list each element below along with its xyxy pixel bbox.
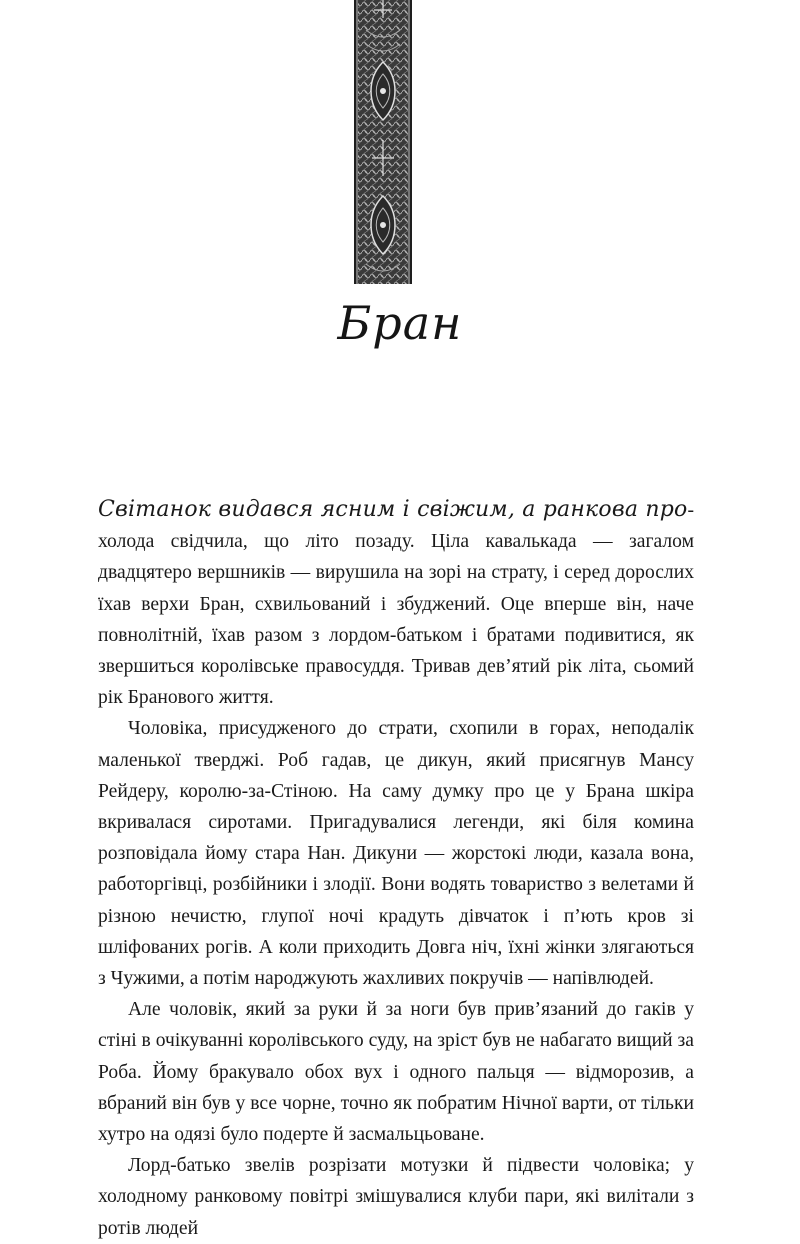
- chapter-title: Бран: [337, 296, 463, 350]
- paragraph-1-text: холода свідчила, що літо позаду. Ціла кавалькада — загалом двадцятеро вершників — вирушила на зорі на страту, і серед дорослих їхав верхи Бран, схвильований і збуджений. Оце вперше він, наче повнолітній, їхав разом з лордом-батьком і братами подивитися, як звершиться королівське правосуддя. Тривав дев’ятий рік літа, сьомий рік Бранового життя.: [98, 531, 694, 709]
- paragraph-3: Але чоловік, який за руки й за ноги був прив’язаний до гаків у стіні в очікуванні королівського суду, на зріст був не набагато вищий за Роба. Йому бракувало обох вух і одного пальця — відморозив, а вбраний він був у все чорне, точно як побратим Нічної варти, от тільки хутро на одязі було подерте й засмальцьоване.: [98, 999, 694, 1146]
- paragraph-4: Лорд-батько звелів розрізати мотузки й підвести чоловіка; у холодному ранковому повітрі змішувалися клуби пари, які вилітали з ротів людей: [98, 1155, 694, 1239]
- lead-phrase: Світанок видався ясним і свіжим, а ранкова про: [98, 497, 688, 522]
- paragraph-2: Чоловіка, присудженого до страти, схопили в горах, неподалік маленької тверджі. Роб гадав, це дикун, який присягнув Мансу Рейдеру, королю-за-Стіною. На саму думку про це у Брана шкіра вкривалася сиротами. Пригадувалися легенди, які біля комина розповідала йому стара Нан. Дикуни — жорстокі люди, казала вона, работоргівці, розбійники і злодії. Вони водять товариство з велетами й різною нечистю, глупої ночі крадуть дівчаток і п’ють кров зі шліфованих рогів. А коли приходить Довга ніч, їхні жінки злягаються з Чужими, а потім народжують жахливих покручів — напівлюдей.: [98, 718, 694, 990]
- chapter-body: [98, 494, 694, 1244]
- ornamental-band: [354, 0, 412, 284]
- paragraph-1: Світанок видався ясним і свіжим, а ранкова прохолода свідчила, що літо позаду. Ціла кавалькада — загалом двадцятеро вершників — вирушила на зорі на страту, і серед дорослих їхав верхи Бран, схвильований і збуджений. Оце вперше він, наче повнолітній, їхав разом з лордом-батьком і братами подивитися, як звершиться королівське правосуддя. Тривав дев’ятий рік літа, сьомий рік Бранового життя.: [98, 497, 694, 709]
